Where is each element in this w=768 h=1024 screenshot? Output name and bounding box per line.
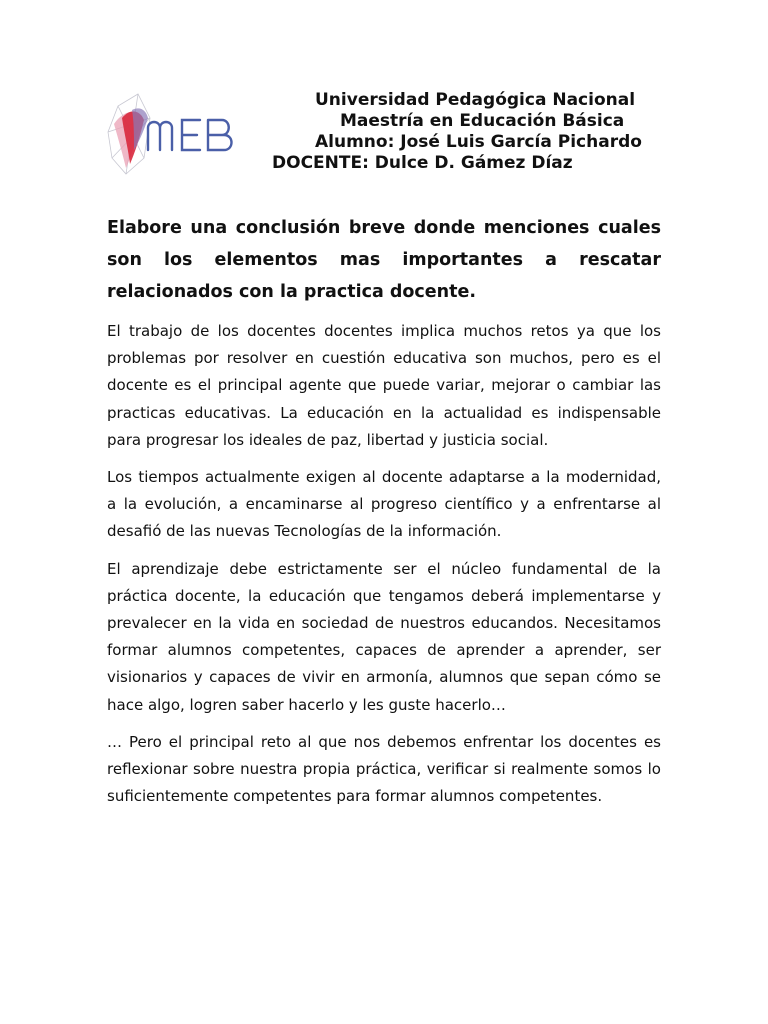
paragraph: … Pero el principal reto al que nos debemos enfrentar los docentes es reflexionar sobre nuestra propia práctica, verificar si realmente somos lo suficientemente competentes para formar alumnos competentes. (107, 732, 661, 806)
logo-letters (148, 120, 232, 150)
paragraph: El trabajo de los docentes docentes implica muchos retos ya que los problemas por resolver en cuestión educativa son muchos, pero es el docente es el principal agente que puede variar, mejorar o cambiar las practicas educativas. La educación en la actualidad es indispensable para progresar los ideales de paz, libertad y justicia social. (107, 322, 661, 449)
student-name: Alumno: José Luis García Pichardo (315, 132, 642, 152)
logo-ribbon-purple (132, 108, 148, 150)
university-name: Universidad Pedagógica Nacional (315, 90, 636, 110)
question-heading: Elabore una conclusión breve donde menciones cuales son los elementos mas importantes a rescatar relacionados con la practica docente. (107, 218, 661, 302)
paragraph: Los tiempos actualmente exigen al docente adaptarse a la modernidad, a la evolución, a encaminarse al progreso científico y a enfrentarse al desafió de las nuevas Tecnologías de la información. (107, 468, 661, 541)
meb-logo-icon (104, 88, 240, 180)
teacher-name: DOCENTE: Dulce D. Gámez Díaz (272, 153, 573, 173)
program-name: Maestría en Educación Básica (340, 111, 625, 131)
paragraph: El aprendizaje debe estrictamente ser el núcleo fundamental de la práctica docente, la educación que tengamos deberá implementarse y prevalecer en la vida en sociedad de nuestros educandos. Necesitamos formar alumnos competentes, capaces de aprender a aprender, ser visionarios y capaces de vivir en armonía, alumnos que sepan cómo se hace algo, logren saber hacerlo y les guste hacerlo… (107, 559, 661, 714)
document-body (107, 318, 661, 820)
